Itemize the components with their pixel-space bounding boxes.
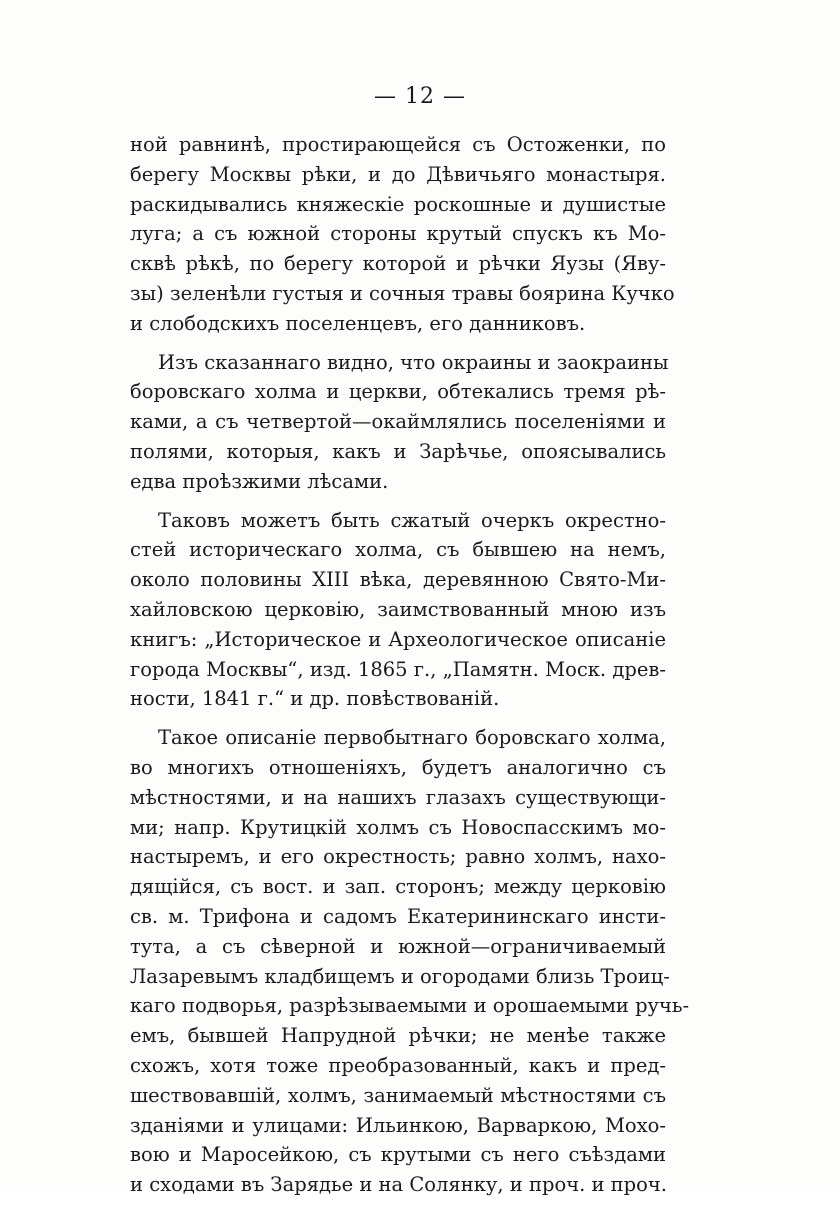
text-line: сквѣ рѣкѣ, по берегу которой и рѣчки Яузы (Яву- (130, 252, 666, 276)
text-line: зы) зеленѣли густыя и сочныя травы боярина Кучко (130, 281, 675, 305)
text-line: берегу Москвы рѣки, и до Дѣвичьяго монастыря. (130, 162, 666, 186)
text-line: вою и Маросейкою, съ крутыми съ него съѣздами (130, 1143, 666, 1167)
text-line: около половины XIII вѣка, деревянною Свято-Ми- (130, 568, 666, 592)
paragraph-2 (130, 348, 669, 497)
text-line: хайловскою церковію, заимствованный мною изъ (130, 597, 666, 621)
page-number: — 12 — (374, 84, 466, 109)
text-line: и сходами въ Зарядье и на Солянку, и проч. и проч. (130, 1173, 667, 1197)
text-line: во многихъ отношеніяхъ, будетъ аналогично съ (130, 755, 666, 779)
paragraph-4 (130, 723, 690, 1200)
text-line: и слободскихъ поселенцевъ, его данниковъ. (130, 311, 586, 335)
text-line: мѣстностями, и на нашихъ глазахъ существующи- (130, 785, 666, 809)
text-line: ми; напр. Крутицкій холмъ съ Новоспасскимъ мо- (130, 815, 666, 839)
text-line: Изъ сказаннаго видно, что окраины и заокраины (158, 350, 669, 374)
paragraph-1 (130, 130, 675, 339)
text-line: Лазаревымъ кладбищемъ и огородами близь Троиц- (130, 964, 670, 988)
text-line: города Москвы“, изд. 1865 г., „Памятн. Моск. древ- (130, 657, 666, 681)
text-line: зданіями и улицами: Ильинкою, Варваркою, Мохо- (130, 1113, 666, 1137)
text-line: ности, 1841 г.“ и др. повѣствованій. (130, 687, 500, 711)
text-line: каго подворья, разрѣзываемыми и орошаемыми ручь- (130, 994, 690, 1018)
text-line: Таковъ можетъ быть сжатый очеркъ окрестно- (158, 508, 666, 532)
text-line: тута, а съ сѣверной и южной—ограничиваемый (130, 934, 666, 958)
text-line: раскидывались княжескіе роскошные и душистые (130, 192, 666, 216)
text-line: луга; а съ южной стороны крутый спускъ къ Мо- (130, 222, 666, 246)
text-line: св. м. Трифона и садомъ Екатерининскаго инсти- (130, 904, 666, 928)
text-line: боровскаго холма и церкви, обтекались тремя рѣ- (130, 380, 666, 404)
text-line: стей историческаго холма, съ бывшею на немъ, (130, 538, 666, 562)
text-line: ками, а съ четвертой—окаймлялись поселеніями и (130, 410, 666, 434)
paragraph-3 (130, 506, 666, 715)
text-line: шествовавшій, холмъ, занимаемый мѣстностями съ (130, 1083, 666, 1107)
text-line: емъ, бывшей Напрудной рѣчки; не менѣе также (130, 1024, 666, 1048)
text-line: полями, которыя, какъ и Зарѣчье, опоясывались (130, 439, 666, 463)
text-line: схожъ, хотя тоже преобразованный, какъ и пред- (130, 1053, 666, 1077)
text-line: ной равнинѣ, простирающейся съ Остоженки, по (130, 133, 666, 156)
text-line: Такое описаніе первобытнаго боровскаго холма, (158, 726, 666, 750)
text-line: едва проѣзжими лѣсами. (130, 469, 389, 493)
text-line: книгъ: „Историческое и Археологическое описаніе (130, 627, 666, 651)
text-line: настыремъ, и его окрестность; равно холмъ, нахо- (130, 845, 666, 869)
text-line: дящійся, съ вост. и зап. сторонъ; между церковію (130, 875, 666, 899)
body-text (130, 130, 690, 1209)
